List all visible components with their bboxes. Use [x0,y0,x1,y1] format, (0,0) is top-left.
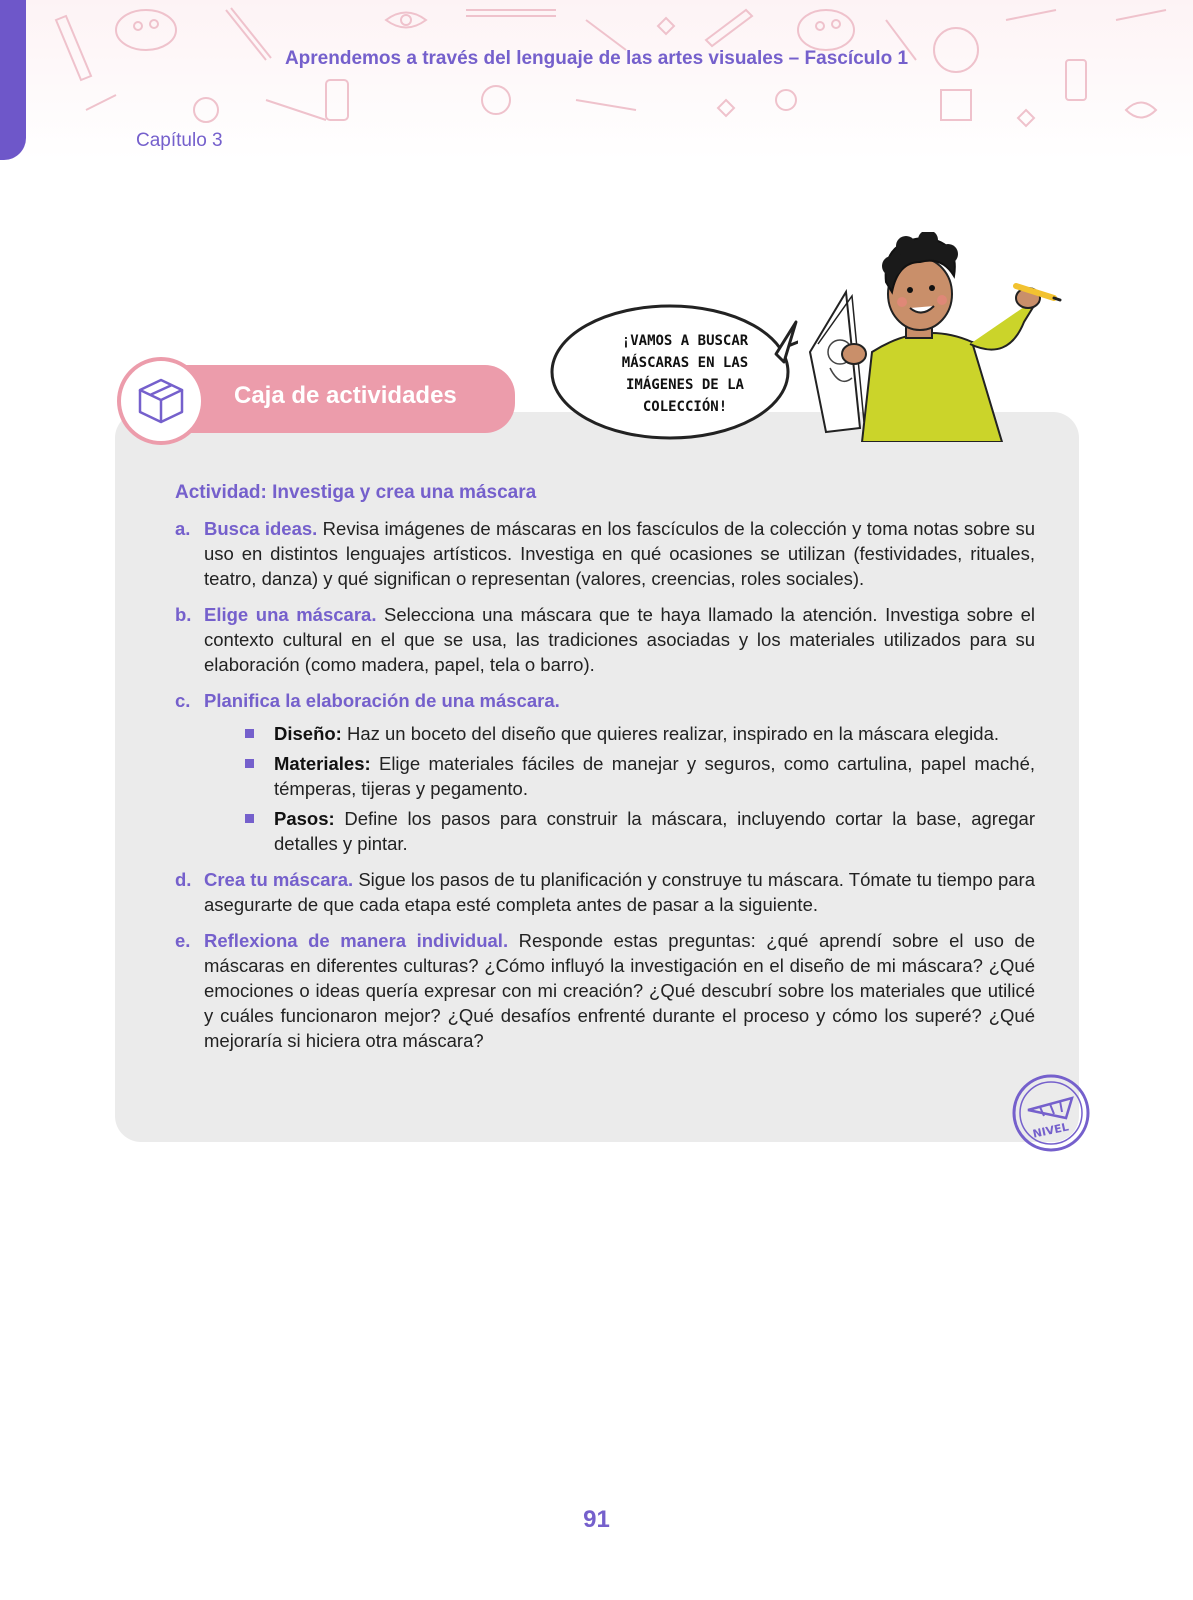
list-item [175,516,1035,591]
bullet-heading: Pasos: [274,808,335,829]
bullet-item [245,806,1035,856]
item-heading: Planifica la elaboración de una máscara. [204,690,560,711]
item-heading: Busca ideas. [204,518,318,539]
speech-line: ¡VAMOS A BUSCAR [621,333,749,349]
square-bullet-icon [245,814,254,823]
item-text: Revisa imágenes de máscaras en los fascículos de la colección y toma notas sobre su uso en distintos lenguajes artísticos. Investiga en qué ocasiones se utilizan (festividades, rituales, teatro, danza) y qué significan o representan (valores, creencias, roles sociales). [204,518,1035,589]
running-title: Aprendemos a través del lenguaje de las artes visuales – Fascículo 1 [284,48,909,69]
bullet-text: Haz un boceto del diseño que quieres realizar, inspirado en la máscara elegida. [341,723,1000,744]
chapter-label: Capítulo 3 [136,130,223,151]
item-letter: b. [175,604,192,625]
item-heading: Reflexiona de manera individual. [204,930,509,951]
student-illustration [802,232,1078,442]
section-icon-badge [117,357,205,445]
activity-title: Actividad: Investiga y crea una máscara [175,482,537,503]
chapter-color-tab [0,0,26,160]
item-heading: Crea tu máscara. [204,869,354,890]
box-icon [134,374,188,428]
bullet-heading: Materiales: [274,753,371,774]
item-text: Sigue los pasos de tu planificación y construye tu máscara. Tómate tu tiempo para asegurarte de que cada etapa esté completa antes de pasar a la siguiente. [204,869,1035,915]
speech-line: COLECCIÓN! [642,399,728,415]
item-letter: e. [175,930,191,951]
list-item [175,928,1035,1053]
activity-content [175,482,1035,1064]
bullet-heading: Diseño: [274,723,342,744]
square-bullet-icon [245,759,254,768]
bullet-text: Define los pasos para construir la máscara, incluyendo cortar la base, agregar detalles y pintar. [274,808,1035,854]
list-item [175,602,1035,677]
item-text: Selecciona una máscara que te haya llamado la atención. Investiga sobre el contexto cultural en el que se usa, las tradiciones asociadas y los materiales utilizados para su elaboración (como madera, papel, tela o barro). [204,604,1035,675]
item-letter: a. [175,518,191,539]
nivel-stamp-icon [1010,1072,1092,1154]
speech-bubble-text [585,330,785,418]
item-text: Responde estas preguntas: ¿qué aprendí sobre el uso de máscaras en diferentes culturas? ¿Cómo influyó la investigación en el diseño de mi máscara? ¿Qué emociones o ideas quería expresar con mi creación? ¿Qué descubrí sobre los materiales que utilicé y cuáles funcionaron mejor? ¿Qué desafíos enfrenté durante el proceso y cómo los superé? ¿Qué mejoraría si hiciera otra máscara? [204,930,1035,1051]
speech-line: IMÁGENES DE LA [625,377,744,393]
bullet-item [245,751,1035,801]
bullet-text: Elige materiales fáciles de manejar y seguros, como cartulina, papel maché, témperas, tijeras y pegamento. [274,753,1035,799]
item-letter: c. [175,690,191,711]
list-item [175,688,1035,856]
planning-bullets [245,721,1035,856]
page-number: 91 [583,1506,610,1533]
art-doodles-decoration [26,0,1193,150]
square-bullet-icon [245,729,254,738]
section-tab-label: Caja de actividades [234,382,457,409]
item-letter: d. [175,869,192,890]
item-heading: Elige una máscara. [204,604,377,625]
list-item [175,867,1035,917]
speech-line: MÁSCARAS EN LAS [621,355,749,371]
bullet-item [245,721,1035,746]
stamp-label: NIVEL [1031,1120,1070,1141]
